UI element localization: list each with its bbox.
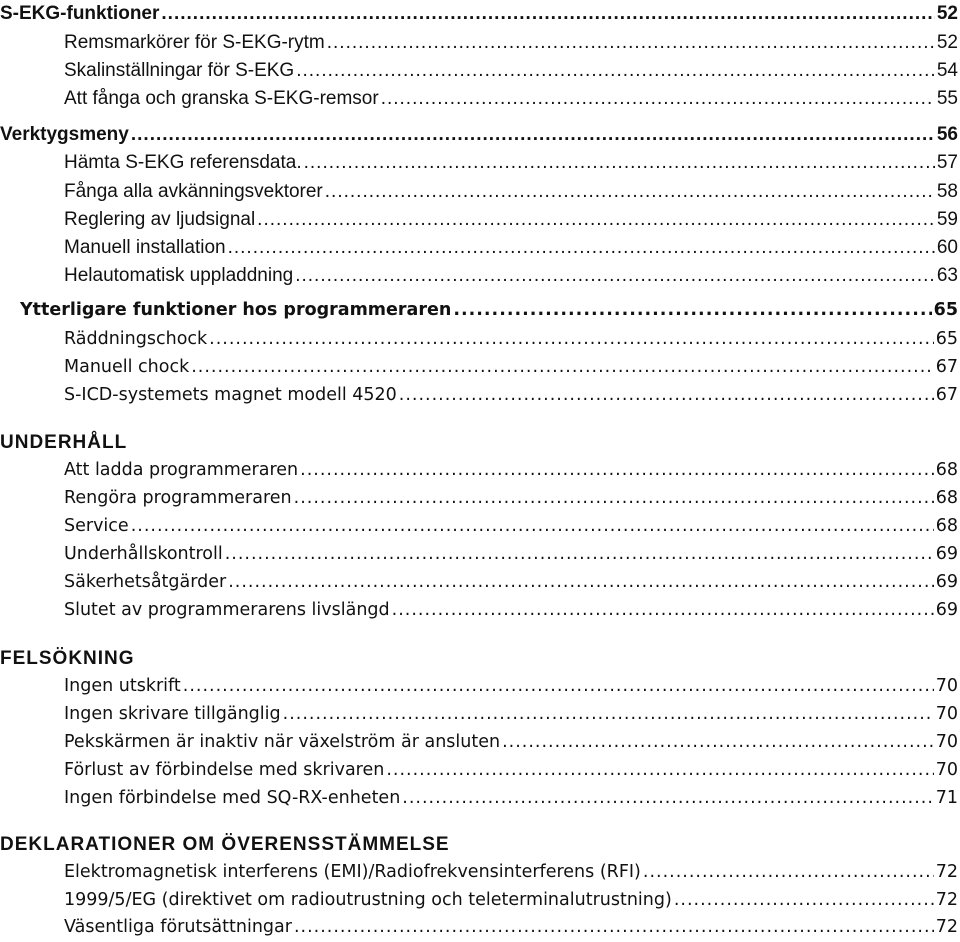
toc-title: Ingen skrivare tillgänglig — [64, 704, 281, 724]
toc-page: 69 — [935, 544, 958, 564]
toc-page: 70 — [935, 760, 958, 780]
toc-title: Elektromagnetisk interferens (EMI)/Radiofrekvensinterferens (RFI) — [64, 862, 641, 882]
toc-page: 57 — [936, 152, 958, 173]
toc-title: Fånga alla avkänningsvektorer — [64, 181, 323, 202]
toc-title: Pekskärmen är inaktiv när växelström är ansluten — [64, 732, 501, 752]
toc-title: Underhållskontroll — [64, 544, 223, 564]
toc-page: 70 — [935, 676, 958, 696]
toc-entry[interactable] — [64, 357, 958, 377]
toc-entry[interactable] — [64, 917, 958, 937]
toc-title: Förlust av förbindelse med skrivaren — [64, 760, 385, 780]
toc-page: 54 — [936, 60, 958, 81]
toc-page: 69 — [935, 572, 958, 592]
toc-entry[interactable] — [64, 788, 958, 808]
toc-entry[interactable] — [64, 181, 958, 203]
toc-entry-section[interactable] — [0, 124, 958, 146]
toc-title: S-EKG-funktioner — [0, 3, 160, 24]
toc-entry[interactable] — [64, 676, 958, 696]
toc-entry[interactable] — [64, 572, 958, 592]
toc-title: Remsmarkörer för S-EKG-rytm — [64, 32, 325, 53]
toc-page: 71 — [935, 788, 958, 808]
toc-entry[interactable] — [64, 265, 958, 287]
toc-entry[interactable] — [64, 488, 958, 508]
toc-title: Säkerhetsåtgärder — [64, 572, 227, 592]
toc-title: Reglering av ljudsignal — [64, 209, 256, 230]
toc-page: 52 — [936, 3, 958, 24]
toc-entry[interactable] — [64, 60, 958, 82]
toc-page: 55 — [936, 88, 958, 109]
toc-entry-section[interactable] — [20, 300, 958, 320]
toc-entry[interactable] — [64, 460, 958, 480]
toc-title: Ytterligare funktioner hos programmeraren — [20, 300, 452, 320]
toc-title: Manuell chock — [64, 357, 190, 377]
toc-title: 1999/5/EG (direktivet om radioutrustning och teleterminalutrustning) — [64, 890, 672, 910]
toc-page: 68 — [935, 488, 958, 508]
toc-title: Väsentliga förutsättningar — [64, 917, 292, 937]
toc-page: 70 — [935, 732, 958, 752]
toc-title: S-ICD-systemets magnet modell 4520 — [64, 385, 397, 405]
toc-page: 72 — [935, 917, 958, 937]
toc-page: 67 — [935, 385, 958, 405]
toc-title: Ingen förbindelse med SQ-RX-enheten — [64, 788, 401, 808]
toc-entry[interactable] — [64, 544, 958, 564]
toc-title: Helautomatisk uppladdning — [64, 265, 294, 286]
toc-title: Ingen utskrift — [64, 676, 181, 696]
toc-page: 69 — [935, 600, 958, 620]
toc-title: Att fånga och granska S-EKG-remsor — [64, 88, 379, 109]
toc-entry[interactable] — [64, 237, 958, 259]
section-heading-troubleshooting: FELSÖKNING — [0, 648, 135, 669]
toc-title: Räddningschock — [64, 329, 208, 349]
toc-title: Rengöra programmeraren — [64, 488, 292, 508]
toc-entry[interactable] — [64, 88, 958, 110]
toc-title: Skalinställningar för S-EKG — [64, 60, 295, 81]
toc-title: Slutet av programmerarens livslängd — [64, 600, 390, 620]
toc-entry-section[interactable] — [0, 3, 958, 25]
toc-page: 60 — [936, 237, 958, 258]
toc-page: 72 — [935, 890, 958, 910]
toc-entry[interactable] — [64, 152, 958, 174]
toc-entry[interactable] — [64, 704, 958, 724]
section-heading-declarations: DEKLARATIONER OM ÖVERENSSTÄMMELSE — [0, 834, 450, 855]
toc-page: 59 — [936, 209, 958, 230]
toc-page: 68 — [935, 460, 958, 480]
toc-page: 63 — [936, 265, 958, 286]
toc-title: Verktygsmeny — [0, 124, 129, 145]
toc-entry[interactable] — [64, 385, 958, 405]
toc-title: Service — [64, 516, 129, 536]
toc-page: 58 — [936, 181, 958, 202]
toc-page: 52 — [936, 32, 958, 53]
toc-entry[interactable] — [64, 516, 958, 536]
toc-title: Att ladda programmeraren — [64, 460, 299, 480]
toc-entry[interactable] — [64, 32, 958, 54]
toc-entry[interactable] — [64, 760, 958, 780]
toc-entry[interactable] — [64, 329, 958, 349]
toc-entry[interactable] — [64, 890, 958, 910]
toc-title: Manuell installation — [64, 237, 226, 258]
toc-page: 65 — [933, 300, 958, 320]
toc-page: 65 — [935, 329, 958, 349]
toc-page: 70 — [935, 704, 958, 724]
toc-page: 67 — [935, 357, 958, 377]
toc-entry[interactable] — [64, 209, 958, 231]
toc-entry[interactable] — [64, 862, 958, 882]
toc-page: 68 — [935, 516, 958, 536]
section-heading-maintenance: UNDERHÅLL — [0, 432, 128, 453]
toc-page: 72 — [935, 862, 958, 882]
toc-title: Hämta S-EKG referensdata. — [64, 152, 302, 173]
toc-entry[interactable] — [64, 600, 958, 620]
toc-page: 56 — [936, 124, 958, 145]
toc-entry[interactable] — [64, 732, 958, 752]
